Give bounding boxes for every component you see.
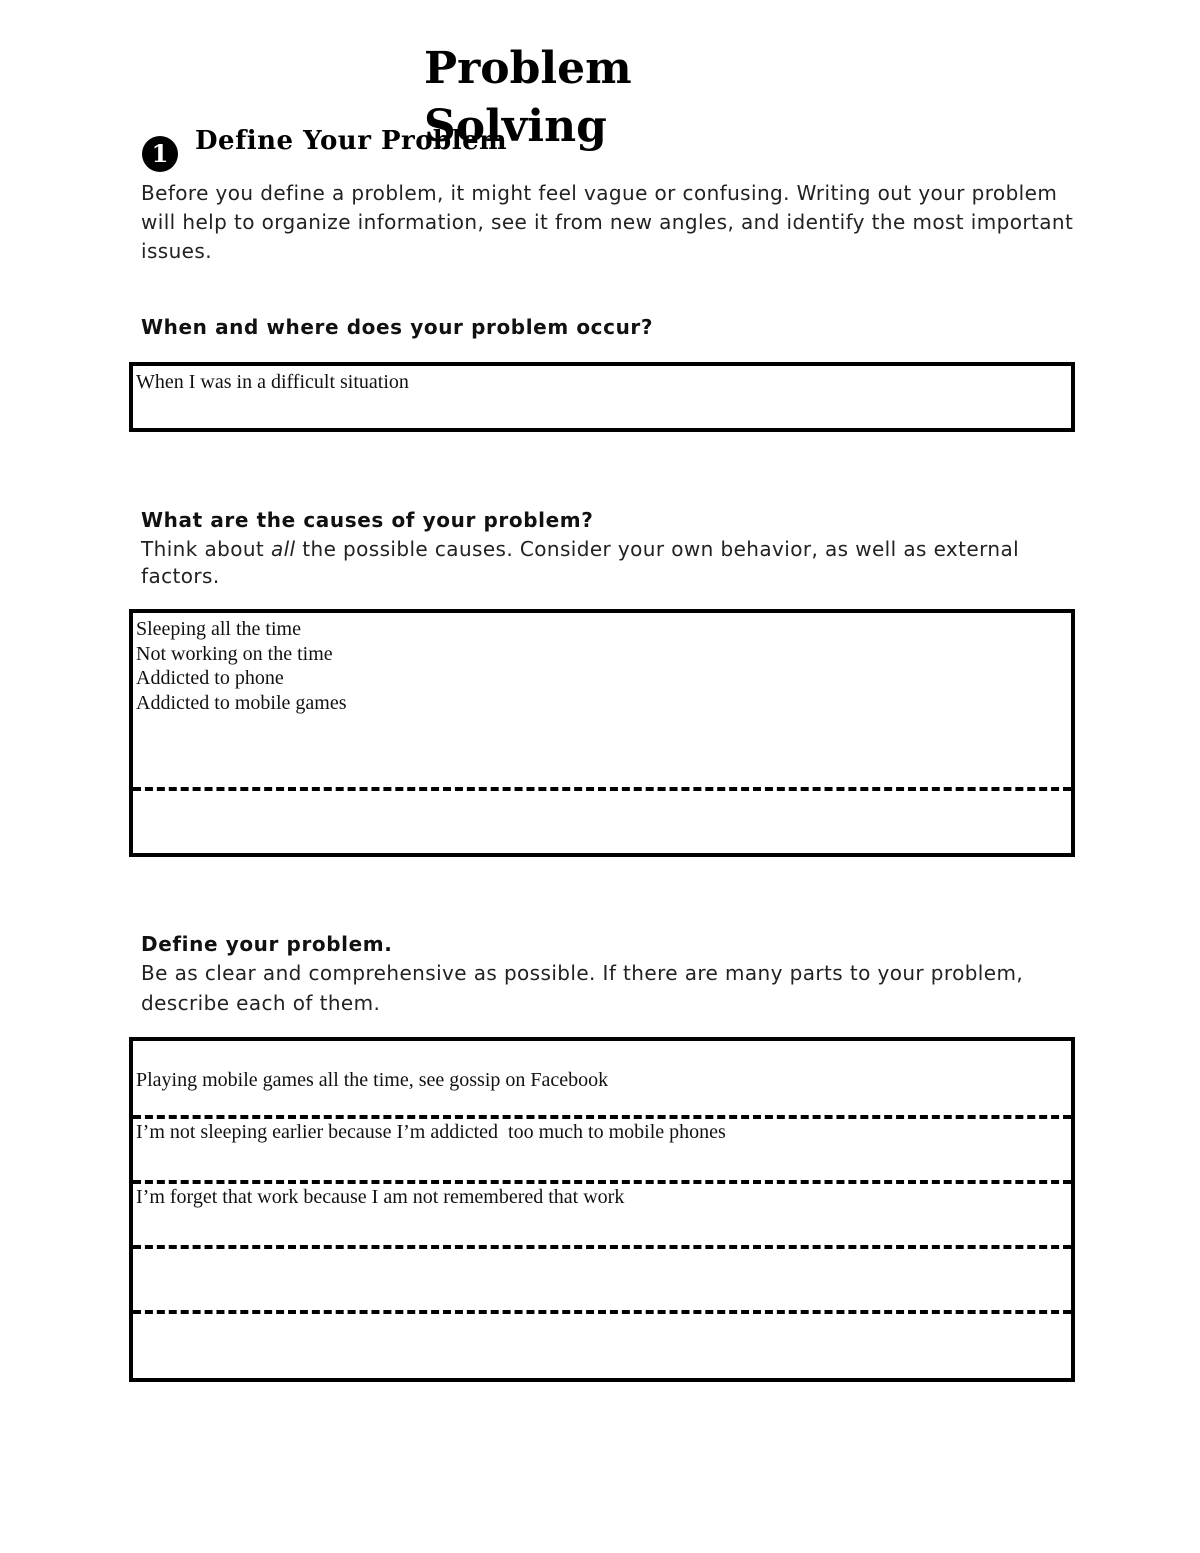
answer-box-causes[interactable] [129, 609, 1075, 857]
answer-box-when-where[interactable] [129, 362, 1075, 432]
section-title: Define Your Problem [195, 126, 508, 156]
answer-box-define[interactable] [129, 1037, 1075, 1382]
cause-item: Addicted to phone [136, 667, 284, 689]
answer-text: When I was in a difficult situation [136, 371, 409, 393]
question-when-where-label: When and where does your problem occur? [141, 315, 654, 339]
answer-field-causes-extra[interactable] [133, 791, 1071, 853]
answer-field-causes[interactable] [133, 613, 1071, 791]
question-define-label: Define your problem. [141, 932, 393, 956]
question-define-description: Be as clear and comprehensive as possible. If there are many parts to your problem, describe each of them. [141, 961, 1024, 1015]
question-causes-description [141, 536, 1081, 590]
answer-field-when-where[interactable] [133, 366, 1071, 428]
define-row-2[interactable] [133, 1119, 1071, 1184]
description-part: Think about [141, 537, 271, 561]
page-title: Problem Solving [424, 43, 632, 152]
define-row-4[interactable] [133, 1249, 1071, 1314]
section-intro: Before you define a problem, it might feel vague or confusing. Writing out your problem will help to organize information, see it from new angles, and identify the most important issues. [141, 181, 1074, 263]
cause-item: Addicted to mobile games [136, 691, 347, 714]
define-row-text: Playing mobile games all the time, see gossip on Facebook [136, 1069, 609, 1091]
define-row-text: I’m not sleeping earlier because I’m addicted too much to mobile phones [136, 1121, 726, 1143]
description-part: the possible causes. Consider your own behavior, as well as external factors. [141, 537, 1020, 588]
cause-item: Not working on the time [136, 642, 333, 665]
step-number-badge: 1 [142, 136, 178, 172]
cause-item: Sleeping all the time [136, 618, 301, 640]
question-causes-label: What are the causes of your problem? [141, 508, 594, 532]
define-row-5[interactable] [133, 1314, 1071, 1378]
define-row-3[interactable] [133, 1184, 1071, 1249]
description-emphasis: all [270, 537, 296, 561]
define-row-text: I’m forget that work because I am not remembered that work [136, 1186, 625, 1208]
define-row-1[interactable] [133, 1041, 1071, 1119]
